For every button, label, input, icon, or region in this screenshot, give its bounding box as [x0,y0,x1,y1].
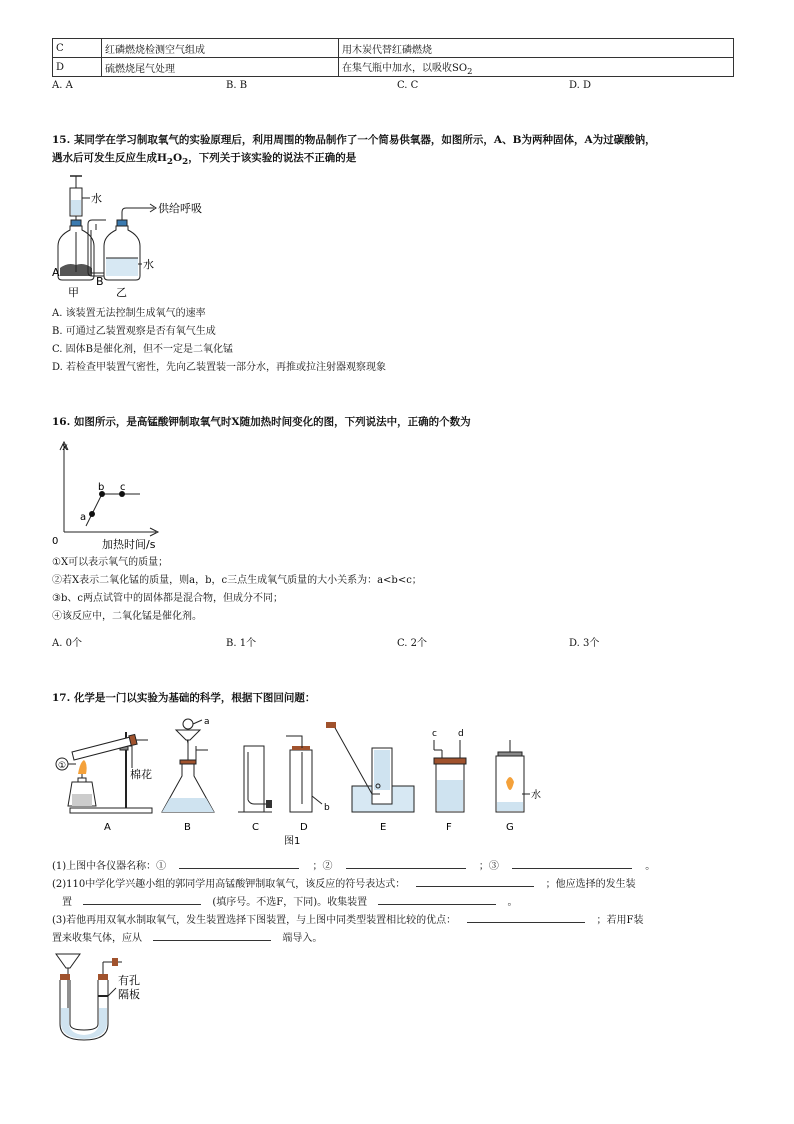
label-water: 水 [531,790,541,801]
q17-part1: (1)上图中各仪器名称：① ；② ；③ 。 [52,858,655,874]
apparatus-label-d: D [300,822,308,833]
apparatus-f [432,729,466,812]
options-table [52,38,734,77]
q17-part2-line2: 置 (填序号。不选F，下同)。收集装置 。 [62,894,518,910]
graph-y-label: x [62,442,68,453]
label-cotton: 棉花 [130,768,152,781]
answer-blank-collector[interactable] [378,894,496,905]
fig-label-jia: 甲 [68,286,79,299]
answer-blank-inlet[interactable] [153,930,271,941]
apparatus-label-b: B [184,822,191,833]
answer-blank-advantage[interactable] [467,912,585,923]
table-row [53,39,734,58]
answer-blank-equation[interactable] [416,876,534,887]
q14-option-b: B. B [226,80,248,91]
table-cell-letter: C [53,39,102,58]
q16-option-c: C. 2个 [397,638,428,649]
table-cell-method: 用木炭代替红磷燃烧 [339,39,734,58]
q14-option-c: C. C [397,80,419,91]
q17-u-tube-figure [50,948,170,1048]
apparatus-e [326,722,414,812]
apparatus-d [286,736,330,813]
q15-oxygen-supplier-figure [50,172,250,300]
point-a [89,511,95,517]
q17-part3-line1: (3)若他再用双氧水制取氧气，发生装置选择下图装置，与上图中同类型装置相比较的优点： ；若用F装 [52,912,644,928]
table-cell-item: 硫燃烧尾气处理 [102,58,339,77]
apparatus-g [496,740,541,812]
q17-stem: 17. 化学是一门以实验为基础的科学，根据下图回问题： [52,692,316,704]
q16-statement-4: ④该反应中，二氧化锰是催化剂。 [52,611,202,622]
table-cell-letter: D [53,58,102,77]
q15-stem-line2: 遇水后可发生反应生成$H_2O_2$，下列关于该实验的说法不正确的是 [52,152,357,168]
q16-option-b: B. 1个 [226,638,257,649]
q16-statement-1: ①X可以表示氧气的质量； [52,557,169,568]
answer-blank-generator[interactable] [83,894,201,905]
figure-caption: 图1 [284,836,301,847]
q15-option-b: B. 可通过乙装置观察是否有氧气生成 [52,326,216,337]
fig-label-b: B [96,275,104,288]
apparatus-label-c: C [252,822,259,833]
q16-graph-figure [50,436,210,552]
q14-option-a: A. A [52,80,73,91]
graph-label-a: a [80,512,87,523]
apparatus-c [238,746,272,812]
apparatus-b [162,717,214,812]
q15-option-d: D. 若检查甲装置气密性，先向乙装置装一部分水，再推或拉注射器观察现象 [52,362,387,373]
fig-label-yi: 乙 [116,286,127,299]
graph-label-b: b [98,482,105,493]
apparatus-label-a: A [104,822,111,833]
label-d: d [458,729,464,739]
q16-statement-3: ③b、c两点试管中的固体都是混合物，但成分不同； [52,593,283,604]
label-c: c [432,729,437,739]
q16-statement-2: ②若X表示二氧化锰的质量，则a，b，c三点生成氧气质量的大小关系为：a<b<c； [52,575,422,586]
q16-option-a: A. 0个 [52,638,82,649]
apparatus-label-g: G [506,822,514,833]
answer-blank-1[interactable] [179,858,299,869]
q15-option-a: A. 该装置无法控制生成氧气的速率 [52,308,206,319]
graph-x-label: 加热时间/s [102,538,156,551]
apparatus-label-f: F [446,822,452,833]
table-row [53,58,734,77]
q17-apparatus-figure [50,716,590,848]
table-cell-item: 红磷燃烧检测空气组成 [102,39,339,58]
label-perforated-line1: 有孔 [118,974,140,987]
q15-stem-line1: 15. 某同学在学习制取氧气的实验原理后，利用周围的物品制作了一个简易供氧器，如图所示，A、B为两种固体，A为过碳酸钠， [52,134,656,146]
label-a: a [204,717,210,727]
graph-label-c: c [120,482,126,493]
label-circle-1: ① [58,761,67,771]
q17-part2-line1: (2)110中学化学兴趣小组的郭同学用高锰酸钾制取氧气，该反应的符号表达式： ；他应选择的发生装 [52,876,636,892]
q14-option-d: D. D [569,80,592,91]
graph-origin: 0 [52,536,59,547]
q16-stem: 16. 如图所示，是高锰酸钾制取氧气时X随加热时间变化的图，下列说法中，正确的个数为 [52,416,471,428]
answer-blank-2[interactable] [346,858,466,869]
label-perforated-line2: 隔板 [118,988,140,1001]
fig-label-supply: 供给呼吸 [158,202,202,215]
apparatus-label-e: E [380,822,387,833]
q16-option-d: D. 3个 [569,638,600,649]
fig-label-water-top: 水 [91,192,102,205]
answer-blank-3[interactable] [512,858,632,869]
q15-option-c: C. 固体B是催化剂，但不一定是二氧化锰 [52,344,234,355]
fig-label-a: A [52,266,60,279]
q17-part3-line2: 置来收集气体，应从 端导入。 [52,930,322,946]
table-cell-method: 在集气瓶中加水，以吸收$SO_2$ [339,58,734,77]
fig-label-water-right: 水 [143,258,154,271]
label-b: b [324,803,330,813]
apparatus-a [56,732,152,813]
